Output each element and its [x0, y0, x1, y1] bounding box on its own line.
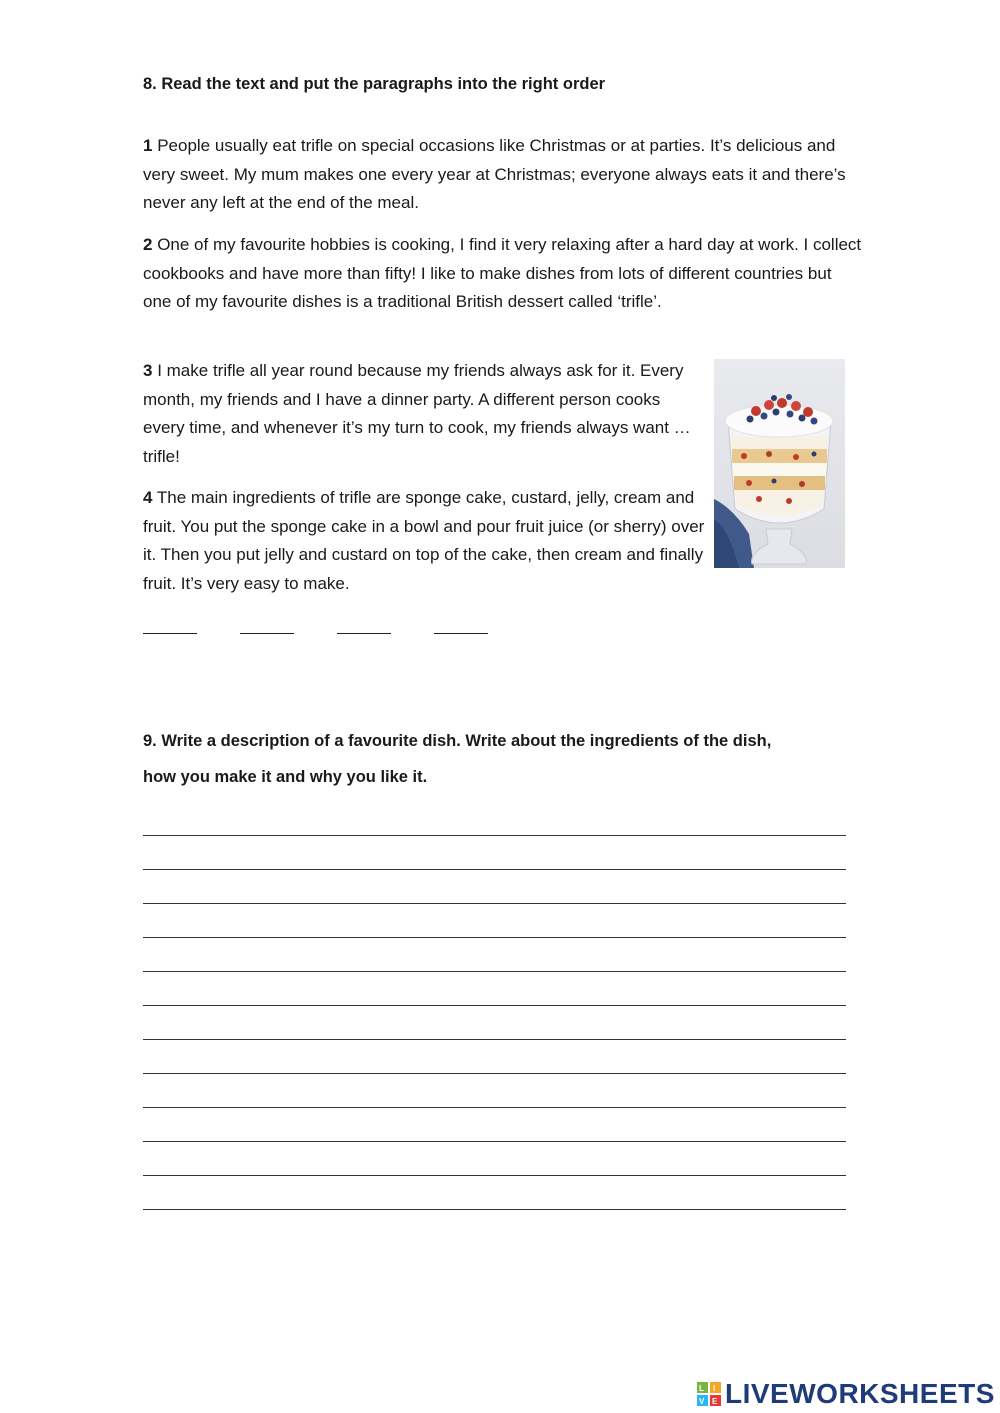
task9-title-line1: 9. Write a description of a favourite dish. Write about the ingredients of the dish,: [143, 732, 772, 750]
answer-blank-3[interactable]: [337, 633, 391, 634]
paragraph-4: [143, 484, 708, 598]
liveworksheets-logo-icon: [697, 1382, 721, 1406]
paragraph-number: 4: [143, 488, 153, 507]
svg-text:V: V: [699, 1397, 705, 1406]
paragraph-number: 1: [143, 136, 153, 155]
paragraph-text: I make trifle all year round because my friends always ask for it. Every month, my friends and I have a dinner party. A different person cooks every time, and whenever it’s my turn to cook, my friends always want … trifle!: [143, 361, 691, 466]
writing-line[interactable]: [143, 869, 846, 870]
paragraph-number: 3: [143, 361, 153, 380]
writing-line[interactable]: [143, 1141, 846, 1142]
logo-text: LIVEWORKSHEETS: [725, 1378, 995, 1409]
writing-line[interactable]: [143, 1175, 846, 1176]
writing-line[interactable]: [143, 1005, 846, 1006]
paragraph-3: [143, 357, 698, 471]
paragraph-2: [143, 231, 863, 317]
writing-line[interactable]: [143, 835, 846, 836]
writing-line[interactable]: [143, 971, 846, 972]
task8-title: 8. Read the text and put the paragraphs into the right order: [143, 75, 606, 93]
writing-line[interactable]: [143, 903, 846, 904]
writing-line[interactable]: [143, 1209, 846, 1210]
answer-blank-2[interactable]: [240, 633, 294, 634]
paragraph-text: The main ingredients of trifle are sponge cake, custard, jelly, cream and fruit. You put the sponge cake in a bowl and pour fruit juice (or sherry) over it. Then you put jelly and custard on top of the cake, then cream and finally fruit. It’s very easy to make.: [143, 488, 705, 593]
svg-text:I: I: [713, 1384, 716, 1393]
paragraph-text: One of my favourite hobbies is cooking, I find it very relaxing after a hard day at work. I collect cookbooks and have more than fifty! I like to make dishes from lots of different countries but one of my favourite dishes is a traditional British dessert called ‘trifle’.: [143, 235, 862, 311]
writing-line[interactable]: [143, 937, 846, 938]
answer-blank-1[interactable]: [143, 633, 197, 634]
svg-text:L: L: [699, 1384, 704, 1393]
writing-line[interactable]: [143, 1073, 846, 1074]
writing-line[interactable]: [143, 1039, 846, 1040]
trifle-photo: [714, 359, 845, 568]
paragraph-number: 2: [143, 235, 153, 254]
answer-blank-4[interactable]: [434, 633, 488, 634]
liveworksheets-logo: [697, 1378, 995, 1410]
task9-title-line2: how you make it and why you like it.: [143, 768, 428, 786]
writing-line[interactable]: [143, 1107, 846, 1108]
svg-text:E: E: [712, 1397, 718, 1406]
paragraph-1: [143, 132, 863, 218]
paragraph-text: People usually eat trifle on special occasions like Christmas or at parties. It’s delicious and very sweet. My mum makes one every year at Christmas; everyone always eats it and there’s never any left at the end of the meal.: [143, 136, 846, 212]
